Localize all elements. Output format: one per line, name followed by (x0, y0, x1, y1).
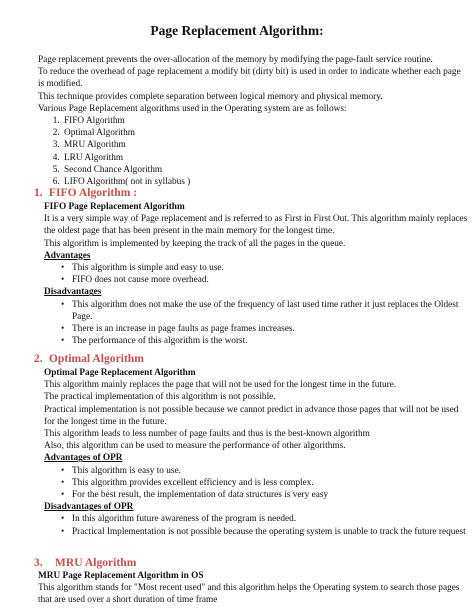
optimal-subheading: Optimal Page Replacement Algorithm (44, 368, 196, 378)
list-item: • This algorithm is simple and easy to use. (61, 263, 224, 274)
optimal-paragraph: Practical implementation is not possible because we cannot predict in advance those pages that will not be used for the longest time in the future. (44, 404, 459, 427)
bullet-icon: • (61, 490, 65, 501)
bullet-icon: • (61, 336, 65, 347)
bullet-icon: • (61, 324, 65, 335)
intro-paragraph: Various Page Replacement algorithms used in the Operating system are as follows: (38, 103, 347, 114)
mru-section (38, 570, 470, 607)
mru-subheading: MRU Page Replacement Algorithm in OS (38, 571, 204, 581)
optimal-paragraph: The practical implementation of this algorithm is not possible. (44, 392, 276, 403)
intro-paragraph: This technique provides complete separation between logical memory and physical memory. (38, 91, 383, 102)
list-item: • Practical Implementation is not possible because the operating system is unable to track the future request (61, 526, 466, 537)
optimal-paragraph: Also, this algorithm can be used to measure the performance of other algorithms. (44, 441, 346, 452)
bullet-icon: • (61, 526, 65, 537)
algorithm-list-item: 1. FIFO Algorithm (62, 115, 468, 127)
mru-paragraph: This algorithm stands for "Most recent used" and this algorithm helps the Operating system to search those pages that are used over a short duration of time frame (38, 583, 460, 606)
list-item: • In this algorithm future awareness of the program is needed. (61, 514, 297, 525)
section-number: 3. (34, 556, 43, 569)
bullet-icon: • (61, 465, 65, 476)
list-item: • This algorithm is easy to use. (61, 465, 181, 476)
algorithm-list-item: 5. Second Chance Algorithm (62, 164, 468, 176)
section-number: 1. (34, 186, 43, 199)
algorithm-list-item: 4. LRU Algorithm (62, 152, 468, 164)
list-item: • For the best result, the implementation of data structures is very easy (61, 490, 329, 501)
bullet-icon: • (61, 477, 65, 488)
list-item: • FIFO does not cause more overhead. (61, 275, 209, 286)
optimal-heading (34, 352, 144, 366)
intro-section (38, 54, 468, 188)
optimal-section (44, 367, 470, 538)
fifo-subheading: FIFO Page Replacement Algorithm (44, 202, 185, 212)
fifo-disadvantages-heading: Disadvantages (44, 287, 102, 298)
bullet-icon: • (61, 514, 65, 525)
section-title: MRU Algorithm (54, 556, 137, 569)
fifo-paragraph: This algorithm is implemented by keeping the track of all the pages in the queue. (44, 238, 346, 249)
section-number: 2. (34, 352, 43, 365)
fifo-paragraph: It is a very simple way of Page replacement and is referred to as First in First Out. This algorithm mainly replaces the oldest page that has been present in the main memory for the longest time. (44, 214, 468, 237)
fifo-advantages-list (44, 262, 470, 286)
optimal-paragraph: This algorithm leads to less number of page faults and thus is the best-known algorithm (44, 429, 370, 440)
section-title: Optimal Algorithm (48, 352, 144, 365)
mru-heading (34, 556, 136, 570)
intro-paragraph: To reduce the overhead of page replacement a modify bit (dirty bit) is used in order to indicate whether each page is modified. (38, 67, 461, 90)
list-item: • There is an increase in page faults as page frames increases. (61, 324, 295, 335)
page-title: Page Replacement Algorithm: (150, 23, 324, 38)
optimal-disadvantages-heading: Disadvantages of OPR (44, 502, 134, 513)
fifo-advantages-heading: Advantages (44, 250, 91, 261)
list-item: • The performance of this algorithm is the worst. (61, 336, 248, 347)
list-item: • This algorithm provides excellent efficiency and is less complex. (61, 477, 314, 488)
section-title: FIFO Algorithm : (48, 186, 138, 199)
algorithm-list-item: 2. Optimal Algorithm (62, 127, 468, 139)
fifo-disadvantages-list (44, 299, 470, 348)
algorithm-list-item: 3. MRU Algorithm (62, 139, 468, 151)
optimal-advantages-list (44, 465, 470, 502)
bullet-icon: • (61, 275, 65, 286)
optimal-paragraph: This algorithm mainly replaces the page that will not be used for the longest time in the future. (44, 380, 397, 391)
algorithm-list-item: 6. LIFO Algorithm( not in syllabus ) (62, 176, 468, 188)
fifo-section (44, 201, 470, 347)
bullet-icon: • (61, 299, 65, 310)
optimal-advantages-heading: Advantages of OPR (44, 453, 123, 464)
bullet-icon: • (61, 263, 65, 274)
list-item: • This algorithm does not make the use of the frequency of last used time rather it just replaces the Oldest Page. (61, 299, 459, 322)
fifo-heading (34, 186, 137, 200)
intro-paragraph: Page replacement prevents the over-allocation of the memory by modifying the page-fault service routine. (38, 55, 433, 65)
algorithm-list (38, 115, 468, 188)
optimal-disadvantages-list (44, 513, 470, 537)
